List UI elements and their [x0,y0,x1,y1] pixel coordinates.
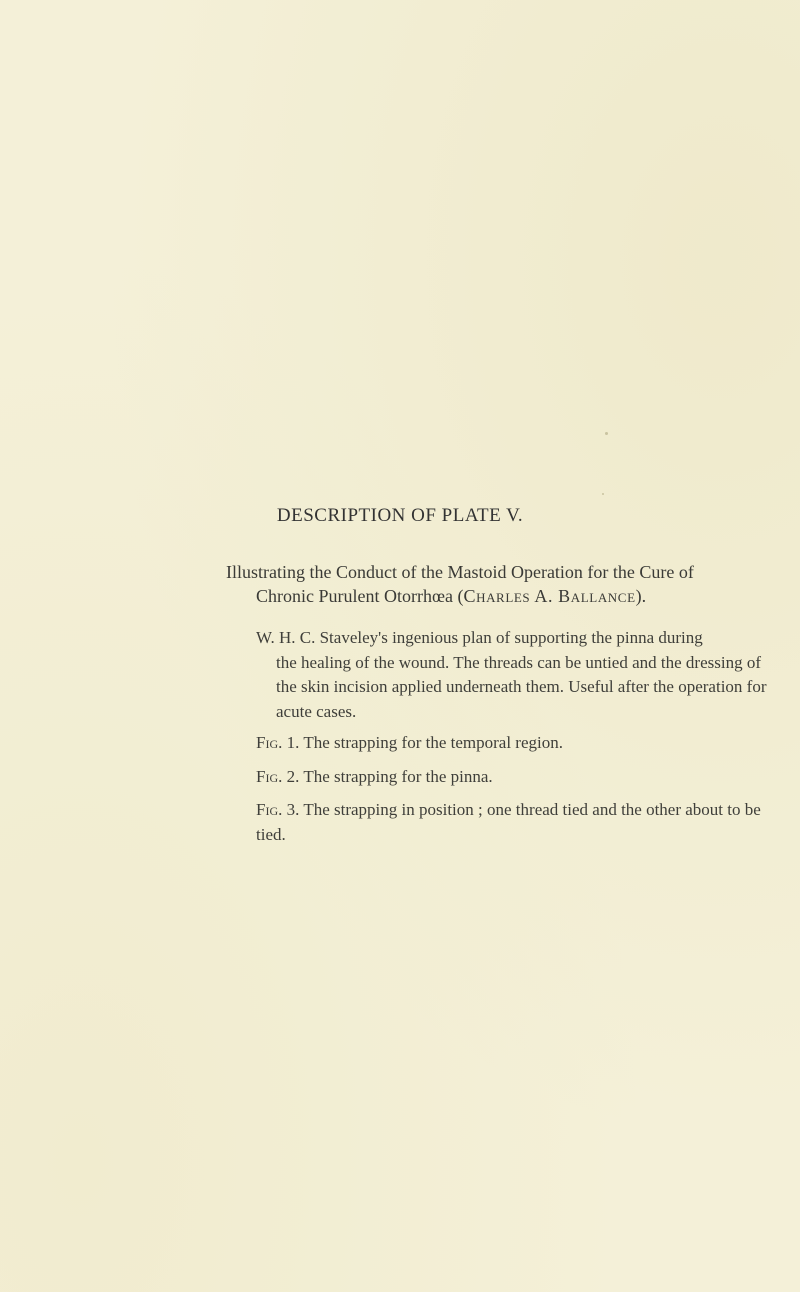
paper-speck [605,432,608,435]
subtitle-line-1: Illustrating the Conduct of the Mastoid Operation for the Cure of [226,562,694,582]
figure-label: Fig. 3. [256,800,300,819]
description-first-line: W. H. C. Staveley's ingenious plan of supporting the pinna during [256,628,703,647]
figure-caption-2 [256,765,776,790]
description-continuation: the healing of the wound. The threads can be untied and the dressing of the skin incision applied underneath them. Useful after the operation for acute cases. [276,652,767,721]
figure-label: Fig. 2. [256,767,300,786]
paper-speck [602,493,604,495]
figure-text: The strapping in position ; one thread tied and the other about to be tied. [256,800,761,844]
subtitle-line-2-start: Chronic Purulent Otorrhœa ( [256,586,464,606]
figure-label: Fig. 1. [256,733,300,752]
plate-subtitle [226,560,746,608]
plate-heading: DESCRIPTION OF PLATE V. [276,505,524,526]
plate-description [256,626,776,724]
subtitle-line-2-end: ). [635,586,647,606]
figure-text: The strapping for the temporal region. [303,733,563,752]
figure-caption-3 [256,798,776,847]
subtitle-line-2 [226,584,746,608]
figure-text: The strapping for the pinna. [303,767,493,786]
figure-caption-1 [256,731,776,756]
author-name: Charles A. Ballance [463,586,636,606]
